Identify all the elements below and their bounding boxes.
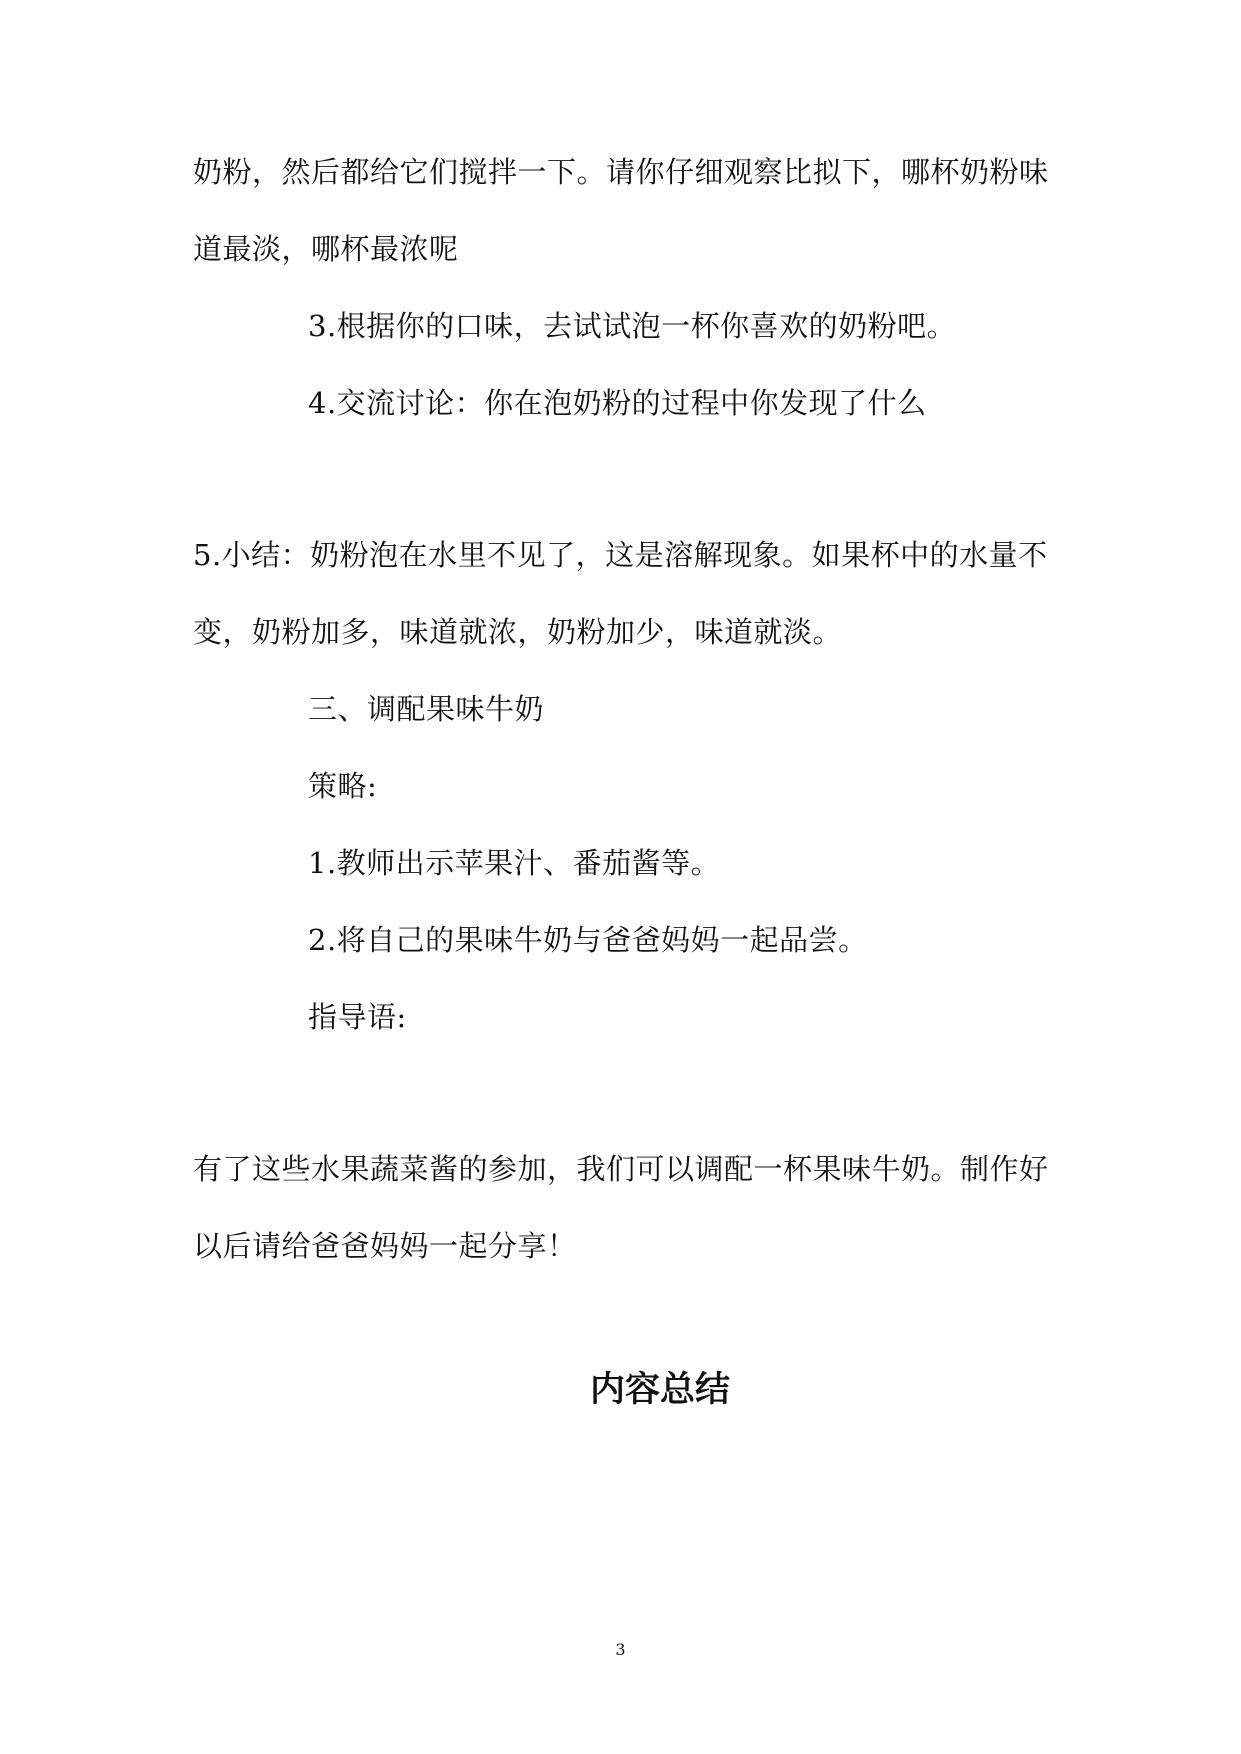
paragraph-line: 奶粉，然后都给它们搅拌一下。请你仔细观察比拟下，哪杯奶粉味: [193, 155, 1049, 189]
strategy-label: 策略:: [308, 769, 378, 803]
guidance-line: 以后请给爸爸妈妈一起分享！: [193, 1229, 577, 1263]
strategy-item-2: 2.将自己的果味牛奶与爸爸妈妈一起品尝。: [308, 923, 868, 957]
summary-heading: 内容总结: [589, 1370, 730, 1410]
guidance-label: 指导语:: [308, 1000, 407, 1034]
step-3-line: 3.根据你的口味，去试试泡一杯你喜欢的奶粉吧。: [308, 309, 957, 343]
step-4-line: 4.交流讨论：你在泡奶粉的过程中你发现了什么: [308, 386, 927, 420]
guidance-line: 有了这些水果蔬菜酱的参加，我们可以调配一杯果味牛奶。制作好: [193, 1152, 1049, 1186]
summary-line: 变，奶粉加多，味道就浓，奶粉加少，味道就淡。: [193, 615, 843, 649]
strategy-item-1: 1.教师出示苹果汁、番茄酱等。: [308, 846, 721, 880]
page-number: 3: [615, 1640, 626, 1659]
section-title: 三、调配果味牛奶: [308, 692, 545, 726]
paragraph-line: 道最淡，哪杯最浓呢: [193, 232, 459, 266]
summary-line: 5.小结：奶粉泡在水里不见了，这是溶解现象。如果杯中的水量不: [193, 538, 1048, 572]
